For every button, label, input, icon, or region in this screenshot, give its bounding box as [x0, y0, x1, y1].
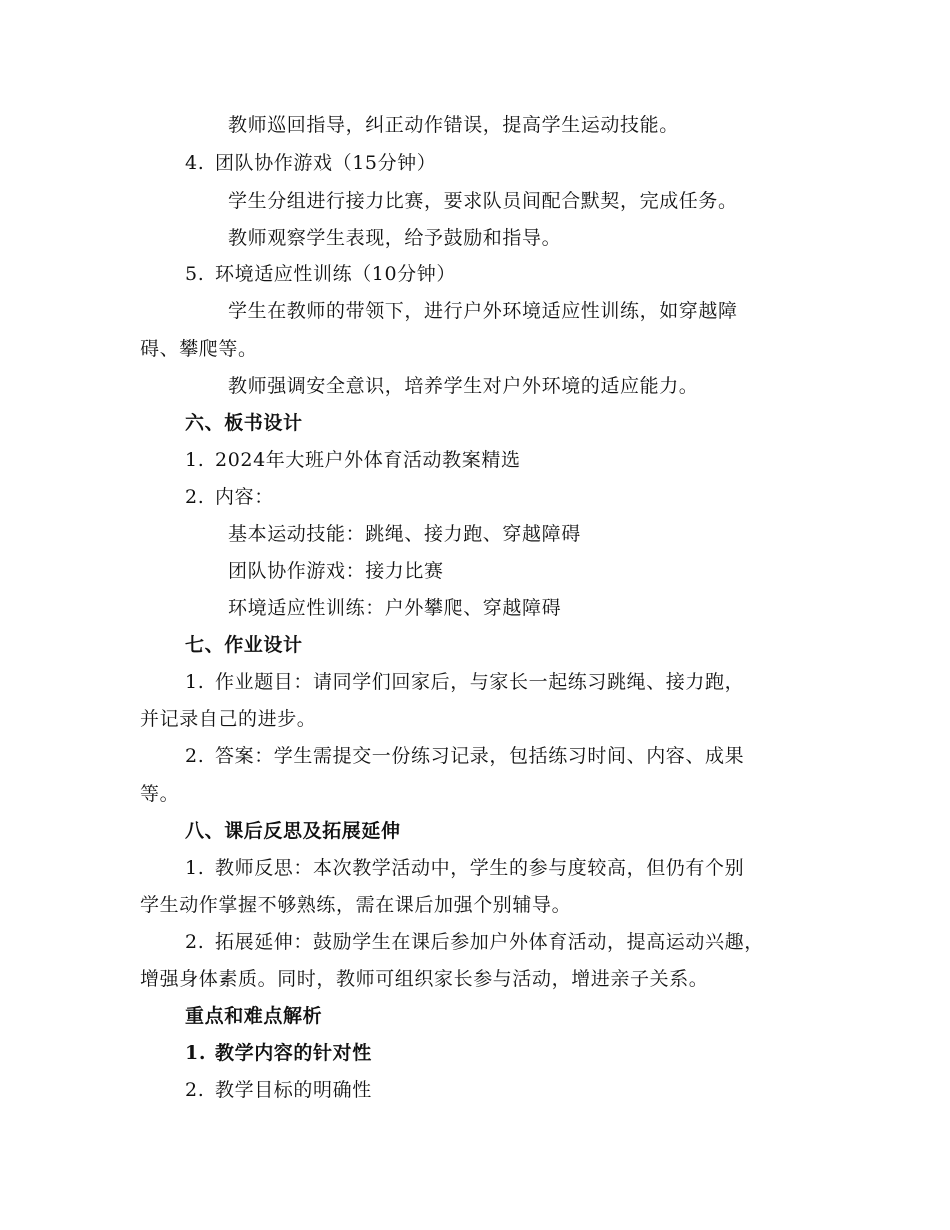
list-number: 2.: [185, 931, 205, 953]
paragraph-line: 学生分组进行接力比赛，要求队员间配合默契，完成任务。: [228, 190, 738, 212]
list-item: [185, 261, 456, 287]
paragraph-line: 团队协作游戏：接力比赛: [228, 560, 444, 582]
list-item: [185, 743, 744, 769]
section-heading: 八、课后反思及拓展延伸: [185, 820, 401, 842]
paragraph-line: 等。: [140, 783, 180, 805]
paragraph-line: 教师巡回指导，纠正动作错误，提高学生运动技能。: [228, 114, 679, 136]
list-item-text: 拓展延伸：鼓励学生在课后参加户外体育活动，提高运动兴趣，: [215, 931, 764, 953]
paragraph-line: 碍、攀爬等。: [140, 338, 258, 360]
list-number: 1.: [185, 449, 205, 471]
list-item: [185, 484, 274, 510]
paragraph-line: 教师观察学生表现，给予鼓励和指导。: [228, 227, 562, 249]
list-item-text: 团队协作游戏（15分钟）: [215, 152, 437, 174]
section-heading: 七、作业设计: [185, 634, 303, 656]
paragraph-line: 学生在教师的带领下，进行户外环境适应性训练，如穿越障: [228, 300, 738, 322]
list-item: [185, 669, 744, 695]
section-heading: 重点和难点解析: [185, 1005, 323, 1027]
section-heading: 六、板书设计: [185, 412, 303, 434]
paragraph-line: 环境适应性训练：户外攀爬、穿越障碍: [228, 597, 562, 619]
list-number: 5.: [185, 263, 205, 285]
paragraph-line: 教师强调安全意识，培养学生对户外环境的适应能力。: [228, 375, 699, 397]
list-item-text: 内容：: [215, 486, 274, 508]
list-number: 2.: [185, 486, 205, 508]
list-item: [185, 447, 521, 473]
list-item-text: 教学内容的针对性: [215, 1042, 372, 1064]
list-item: [185, 150, 436, 176]
list-item-text: 2024年大班户外体育活动教案精选: [215, 449, 521, 471]
list-item-text: 环境适应性训练（10分钟）: [215, 263, 456, 285]
list-item: [185, 1040, 372, 1066]
paragraph-line: 基本运动技能：跳绳、接力跑、穿越障碍: [228, 523, 581, 545]
list-number: 4.: [185, 152, 205, 174]
paragraph-line: 并记录自己的进步。: [140, 708, 317, 730]
list-number: 2.: [185, 1079, 205, 1101]
list-item: [185, 1077, 372, 1103]
list-number: 1.: [185, 1042, 207, 1064]
list-item: [185, 929, 764, 955]
list-item-text: 作业题目：请同学们回家后，与家长一起练习跳绳、接力跑，: [215, 671, 745, 693]
paragraph-line: 增强身体素质。同时，教师可组织家长参与活动，增进亲子关系。: [140, 968, 709, 990]
list-item-text: 教学目标的明确性: [215, 1079, 372, 1101]
list-item: [185, 855, 744, 881]
list-number: 1.: [185, 671, 205, 693]
list-item-text: 答案：学生需提交一份练习记录，包括练习时间、内容、成果: [215, 745, 745, 767]
paragraph-line: 学生动作掌握不够熟练，需在课后加强个别辅导。: [140, 894, 572, 916]
list-number: 2.: [185, 745, 205, 767]
list-item-text: 教师反思：本次教学活动中，学生的参与度较高，但仍有个别: [215, 857, 745, 879]
list-number: 1.: [185, 857, 205, 879]
